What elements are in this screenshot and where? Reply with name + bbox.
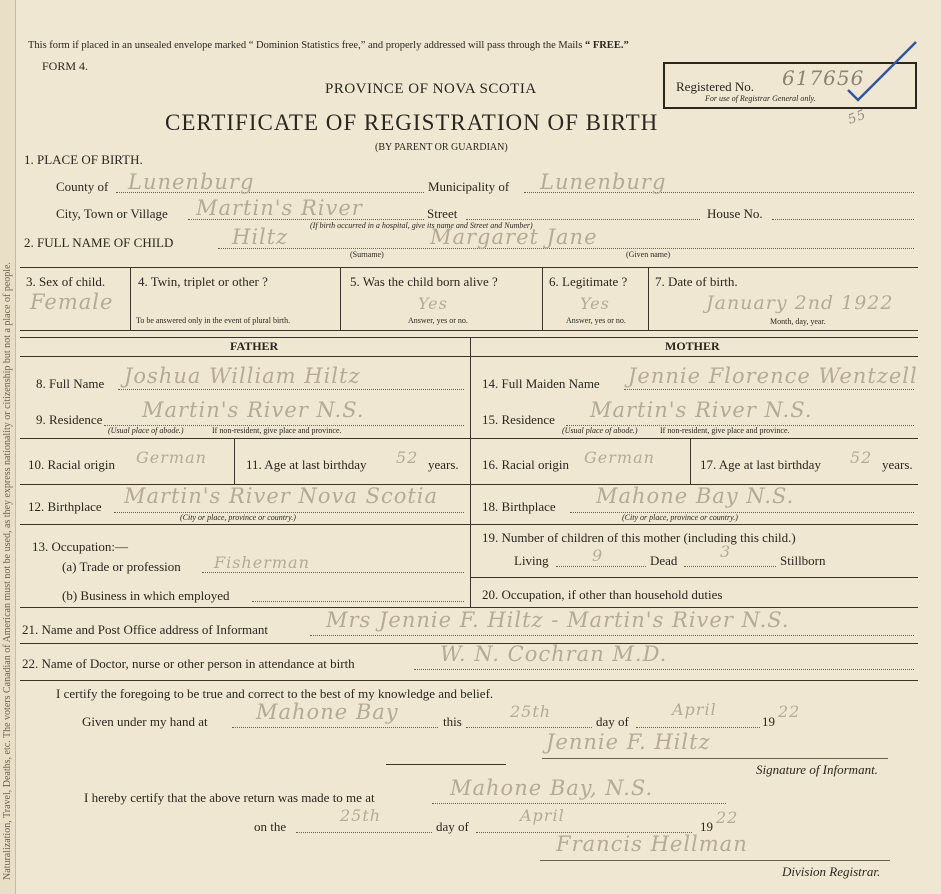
- free-text: “ FREE.”: [584, 40, 629, 51]
- street-line: [466, 219, 700, 220]
- divider: [470, 577, 918, 578]
- divider: [20, 438, 918, 439]
- father-residence-note2: If non-resident, give place and province.: [212, 426, 342, 435]
- on-the-label: on the: [254, 819, 287, 834]
- registrar-month-value: April: [520, 806, 565, 825]
- mother-heading: MOTHER: [665, 339, 720, 353]
- twin-label: 4. Twin, triplet or other ?: [138, 274, 268, 289]
- mother-birthplace-note: (City or place, province or country.): [622, 513, 738, 522]
- line: [310, 635, 914, 636]
- dob-value: January 2nd 1922: [706, 292, 894, 314]
- year-prefix: 19: [762, 714, 775, 729]
- county-value: Lunenburg: [128, 170, 255, 194]
- year-suffix: 22: [778, 702, 801, 721]
- mother-occupation-label: 20. Occupation, if other than household duties: [482, 587, 723, 602]
- city-value: Martin's River: [196, 196, 363, 220]
- dead-label: Dead: [650, 553, 678, 568]
- mail-notice: [28, 40, 629, 51]
- line: [624, 389, 914, 390]
- father-residence-note: (Usual place of abode.): [108, 426, 184, 435]
- registrar-year-suffix: 22: [716, 808, 739, 827]
- twin-note: To be answered only in the event of plural birth.: [136, 316, 291, 325]
- father-age-label: 11. Age at last birthday: [246, 457, 367, 472]
- dead-value: 3: [720, 542, 732, 561]
- born-alive-value: Yes: [418, 294, 448, 313]
- given-month-value: April: [672, 700, 717, 719]
- father-race-label: 10. Racial origin: [28, 457, 116, 472]
- line: [296, 832, 432, 833]
- line: [466, 727, 592, 728]
- given-place-value: Mahone Bay: [256, 700, 399, 724]
- registrar-year-prefix: 19: [700, 819, 713, 834]
- signature-label: Signature of Informant.: [756, 762, 878, 777]
- dob-label: 7. Date of birth.: [655, 274, 738, 289]
- divider: [20, 267, 918, 268]
- registered-label: Registered No.: [676, 79, 754, 94]
- divider: [20, 356, 918, 357]
- legitimate-label: 6. Legitimate ?: [549, 274, 628, 289]
- county-label: County of: [56, 179, 109, 194]
- informant-label: 21. Name and Post Office address of Informant: [22, 622, 268, 637]
- line: [684, 566, 776, 567]
- divider: [234, 438, 235, 484]
- sex-label: 3. Sex of child.: [26, 274, 106, 289]
- checkmark-icon: [840, 38, 920, 108]
- child-given-value: Margaret Jane: [430, 225, 598, 249]
- trade-label: (a) Trade or profession: [62, 559, 181, 574]
- line: [636, 727, 760, 728]
- form-number: FORM 4.: [42, 59, 89, 73]
- doctor-label: 22. Name of Doctor, nurse or other person in attendance at birth: [22, 656, 355, 671]
- mother-residence-note: (Usual place of abode.): [562, 426, 638, 435]
- municipality-value: Lunenburg: [540, 170, 667, 194]
- certificate-title: CERTIFICATE OF REGISTRATION OF BIRTH: [165, 110, 659, 135]
- mother-age-unit: years.: [882, 457, 913, 472]
- place-of-birth-heading: 1. PLACE OF BIRTH.: [24, 152, 143, 167]
- mother-residence-note2: If non-resident, give place and province.: [660, 426, 790, 435]
- mother-name-value: Jennie Florence Wentzell: [628, 364, 918, 388]
- living-value: 9: [592, 546, 604, 565]
- divider: [340, 267, 341, 330]
- divider: [20, 524, 918, 525]
- mail-notice-text: This form if placed in an unsealed envelope marked “ Dominion Statistics free,” and properly addressed will pass through the Mails: [28, 40, 583, 51]
- father-heading: FATHER: [230, 339, 279, 353]
- divider: [542, 267, 543, 330]
- divider: [648, 267, 649, 330]
- house-line: [772, 219, 914, 220]
- signature-line: [542, 758, 888, 759]
- division-registrar-label: Division Registrar.: [782, 864, 881, 879]
- side-note: Naturalization, Travel, Deaths, etc. The voters Canadian of American must not be used, as they express nationality or citizenship but not a place of people.: [2, 262, 13, 880]
- registrar-statement: I hereby certify that the above return was made to me at: [84, 790, 375, 805]
- divider: [20, 680, 918, 681]
- line: [556, 566, 646, 567]
- mother-birthplace-label: 18. Birthplace: [482, 499, 556, 514]
- informant-signature: Jennie F. Hiltz: [546, 730, 711, 754]
- children-label: 19. Number of children of this mother (including this child.): [482, 530, 796, 545]
- occupation-label: 13. Occupation:—: [32, 539, 129, 554]
- mother-name-label: 14. Full Maiden Name: [482, 376, 600, 391]
- hospital-note: (If birth occurred in a hospital, give its name and Street and Number): [310, 221, 533, 230]
- municipality-label: Municipality of: [428, 179, 510, 194]
- divider: [130, 267, 131, 330]
- given-name-note: (Given name): [626, 250, 671, 259]
- dob-note: Month, day, year.: [770, 317, 826, 326]
- mother-residence-label: 15. Residence: [482, 412, 555, 427]
- line: [118, 389, 464, 390]
- line: [202, 572, 464, 573]
- certify-statement: I certify the foregoing to be true and correct to the best of my knowledge and belief.: [56, 686, 494, 701]
- left-margin-strip: [0, 0, 16, 894]
- mother-age-value: 52: [850, 448, 873, 467]
- mother-race-label: 16. Racial origin: [482, 457, 570, 472]
- registrar-day-value: 25th: [340, 806, 382, 825]
- stamp-number: 55: [845, 107, 869, 128]
- divider: [690, 438, 691, 484]
- registrar-signature: Francis Hellman: [556, 832, 748, 856]
- child-name-heading: 2. FULL NAME OF CHILD: [24, 235, 174, 250]
- column-divider: [470, 337, 471, 607]
- father-birthplace-note: (City or place, province or country.): [180, 513, 296, 522]
- province-title: PROVINCE OF NOVA SCOTIA: [325, 81, 537, 97]
- registrar-signature-line: [540, 860, 890, 861]
- registrar-use-note: For use of Registrar General only.: [705, 94, 816, 103]
- city-label: City, Town or Village: [56, 206, 168, 221]
- father-name-label: 8. Full Name: [36, 376, 105, 391]
- given-under-label: Given under my hand at: [82, 714, 208, 729]
- father-race-value: German: [136, 448, 207, 467]
- line: [232, 727, 438, 728]
- mother-birthplace-value: Mahone Bay N.S.: [596, 484, 795, 508]
- surname-note: (Surname): [350, 250, 384, 259]
- father-age-unit: years.: [428, 457, 459, 472]
- house-label: House No.: [707, 206, 763, 221]
- mother-race-value: German: [584, 448, 655, 467]
- born-alive-note: Answer, yes or no.: [408, 316, 468, 325]
- father-birthplace-label: 12. Birthplace: [28, 499, 102, 514]
- legitimate-note: Answer, yes or no.: [566, 316, 626, 325]
- day-of-label: day of: [596, 714, 629, 729]
- line: [432, 803, 726, 804]
- informant-value: Mrs Jennie F. Hiltz - Martin's River N.S.: [326, 608, 790, 632]
- separator: [386, 764, 506, 765]
- child-surname-value: Hiltz: [232, 225, 289, 249]
- living-label: Living: [514, 553, 549, 568]
- registrar-day-of-label: day of: [436, 819, 469, 834]
- given-day-value: 25th: [510, 702, 552, 721]
- line: [414, 669, 914, 670]
- father-name-value: Joshua William Hiltz: [124, 364, 361, 388]
- stillborn-label: Stillborn: [780, 553, 826, 568]
- registered-number: 617656: [782, 66, 865, 90]
- legitimate-value: Yes: [580, 294, 610, 313]
- certificate-subtitle: (BY PARENT OR GUARDIAN): [375, 142, 508, 153]
- mother-residence-value: Martin's River N.S.: [590, 398, 813, 422]
- divider: [20, 337, 918, 338]
- mother-age-label: 17. Age at last birthday: [700, 457, 821, 472]
- street-label: Street: [427, 206, 458, 221]
- sex-value: Female: [30, 290, 114, 314]
- business-label: (b) Business in which employed: [62, 588, 230, 603]
- trade-value: Fisherman: [214, 553, 310, 572]
- father-birthplace-value: Martin's River Nova Scotia: [124, 484, 439, 508]
- this-label: this: [443, 714, 462, 729]
- father-residence-label: 9. Residence: [36, 412, 103, 427]
- father-age-value: 52: [396, 448, 419, 467]
- registrar-place-value: Mahone Bay, N.S.: [450, 776, 654, 800]
- doctor-value: W. N. Cochran M.D.: [440, 642, 668, 666]
- born-alive-label: 5. Was the child born alive ?: [350, 274, 498, 289]
- line: [252, 601, 464, 602]
- father-residence-value: Martin's River N.S.: [142, 398, 365, 422]
- divider: [20, 330, 918, 331]
